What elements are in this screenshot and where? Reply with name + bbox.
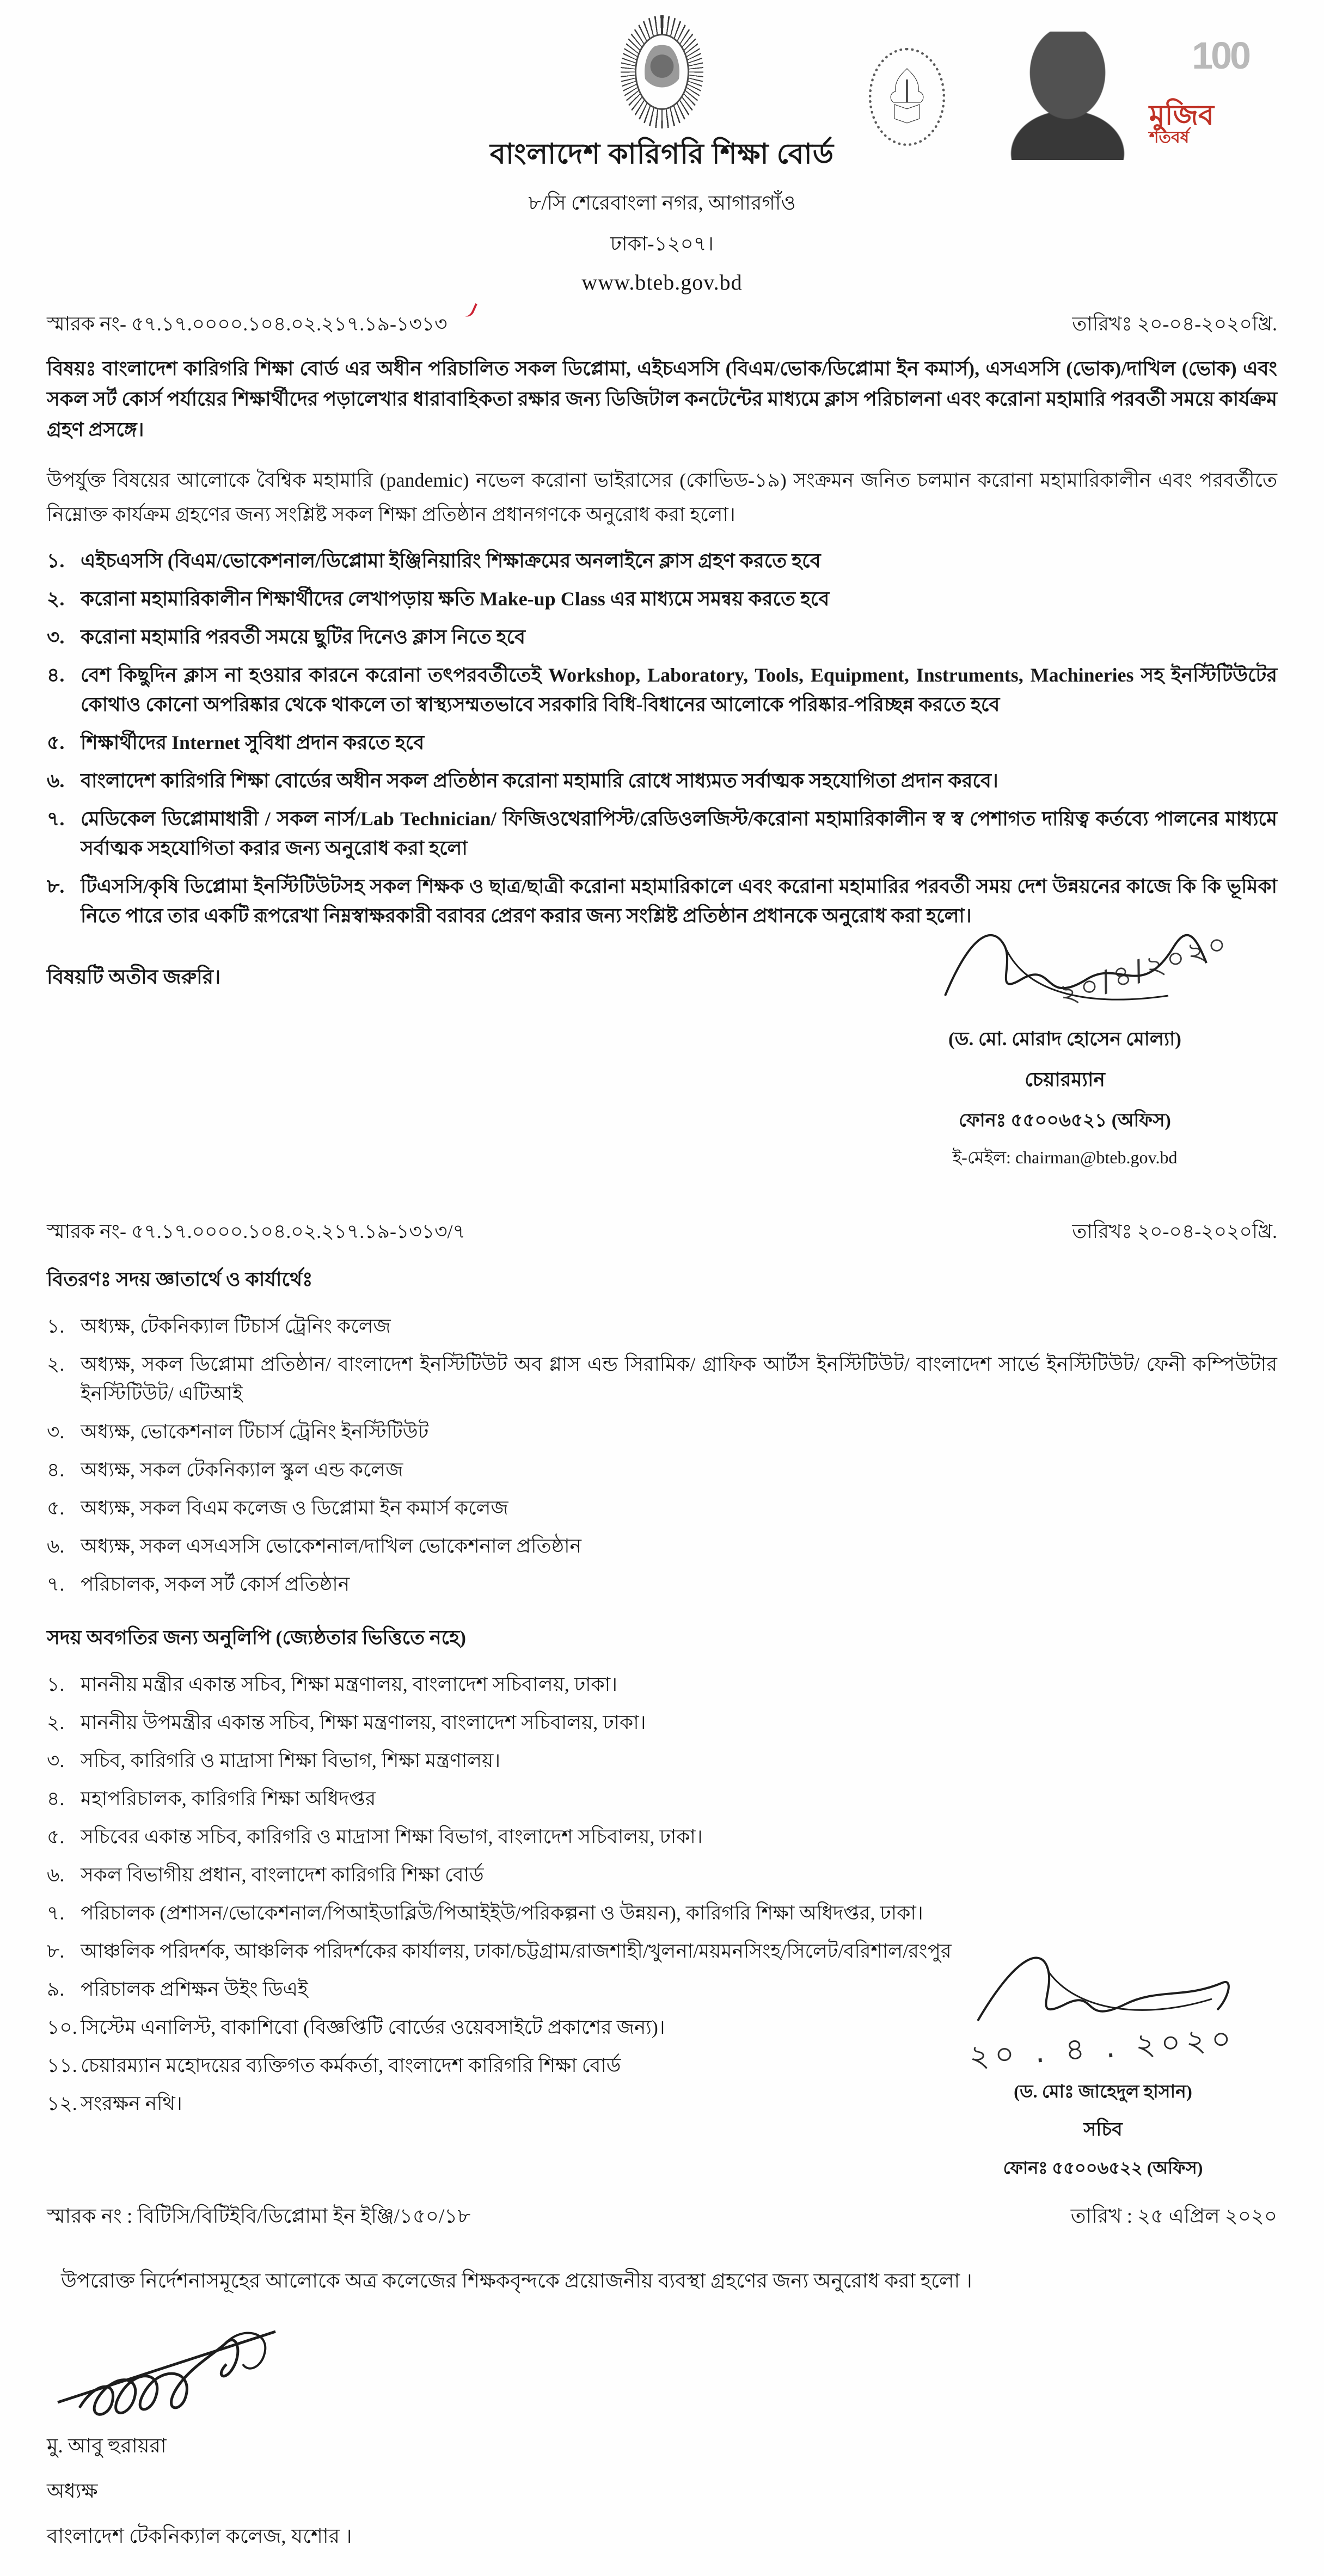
list-item-text: সিস্টেম এনালিস্ট, বাকাশিবো (বিজ্ঞপ্তিটি বোর্ডের ওয়েবসাইটে প্রকাশের জন্য)। — [81, 2016, 665, 2039]
list-item-text: সচিবের একান্ত সচিব, কারিগরি ও মাদ্রাসা শিক্ষা বিভাগ, বাংলাদেশ সচিবালয়, ঢাকা। — [81, 1826, 703, 1848]
list-item — [47, 1455, 1277, 1485]
list-item-number: ১২. — [47, 2093, 77, 2115]
list-item-number: ২. — [47, 1353, 65, 1376]
org-address-line2: ঢাকা-১২০৭। — [610, 233, 714, 255]
principal-org: বাংলাদেশ টেকনিক্যাল কলেজ, যশোর । — [47, 2525, 352, 2548]
red-pen-mark — [458, 298, 477, 319]
memo-date-1: তারিখঃ ২০-০৪-২০২০খ্রি. — [1072, 313, 1277, 335]
list-item-number: ৩. — [47, 1750, 65, 1772]
list-item-number: ৬. — [47, 1864, 65, 1886]
list-item-text: মেডিকেল ডিপ্লোমাধারী / সকল নার্স/Lab Technician/ ফিজিওথেরাপিস্ট/রেডিওলজিস্ট/করোনা মহামারিকালীন স্ব স্ব পেশাগত দায়িত্ব কর্তব্যে পালনের মাধ্যমে সর্বাত্মক সহযোগিতা করার জন্য অনুরোধ করা হলো — [81, 808, 1277, 860]
list-item-number: ৫. — [47, 1826, 65, 1848]
list-item-text: এইচএসসি (বিএম/ভোকেশনাল/ডিপ্লোমা ইঞ্জিনিয়ারিং শিক্ষাক্রমের অনলাইনে ক্লাস গ্রহণ করতে হবে — [81, 550, 821, 572]
chairman-email: ই-মেইল: chairman@bteb.gov.bd — [952, 1148, 1178, 1168]
list-item-number: ২. — [47, 588, 65, 610]
list-item — [47, 1784, 1277, 1813]
list-item-number: ১০. — [47, 2016, 77, 2039]
list-item-text: টিএসসি/কৃষি ডিপ্লোমা ইনস্টিটিউটসহ সকল শিক্ষক ও ছাত্র/ছাত্রী করোনা মহামারিকালে এবং করোনা মহামারির পরবর্তী সময় দেশ উন্নয়নের কাজে কি কি ভূমিকা নিতে পারে তার একটি রূপরেখা নিম্নস্বাক্ষরকারী বরাবর প্রেরণ করার জন্য সংশ্লিষ্ট প্রতিষ্ঠান প্রধানকে অনুরোধ করা হলো। — [81, 875, 1277, 927]
list-item-text: পরিচালক, সকল সর্ট কোর্স প্রতিষ্ঠান — [81, 1573, 350, 1596]
list-item-text: করোনা মহামারি পরবর্তী সময়ে ছুটির দিনেও ক্লাস নিতে হবে — [81, 626, 525, 648]
secretary-signature-block — [934, 1934, 1272, 2184]
list-item-number: ১. — [47, 1673, 65, 1696]
memo-row-1 — [47, 309, 1277, 342]
list-item-text: সকল বিভাগীয় প্রধান, বাংলাদেশ কারিগরি শিক্ষা বোর্ড — [81, 1864, 484, 1886]
list-item-number: ১. — [47, 1315, 65, 1338]
mujib-logo-line2: শতবর্ষ — [1149, 128, 1190, 146]
list-item-text: অধ্যক্ষ, টেকনিক্যাল টিচার্স ট্রেনিং কলেজ — [81, 1315, 391, 1338]
chairman-signature-block — [874, 914, 1255, 1173]
list-item-number: ৩. — [47, 1421, 65, 1443]
secretary-handwritten-date: ২০ . ৪ . ২০২০ — [968, 2021, 1238, 2075]
list-item-text: সংরক্ষন নথি। — [81, 2093, 182, 2115]
instruction-list — [47, 546, 1277, 930]
memo-date-3: তারিখ : ২৫ এপ্রিল ২০২০ — [1070, 2205, 1277, 2228]
principal-title: অধ্যক্ষ — [47, 2480, 98, 2503]
list-item — [47, 1708, 1277, 1737]
mujib-portrait-icon — [1010, 32, 1125, 160]
list-item-number: ৯. — [47, 1978, 65, 2001]
list-item — [47, 546, 1277, 575]
list-item — [47, 1531, 1277, 1561]
letterhead — [47, 15, 1277, 295]
list-item-number: ৪. — [47, 664, 65, 686]
list-item-number: ৫. — [47, 1497, 65, 1519]
principal-signature-block — [47, 2321, 1277, 2554]
list-item-text: পরিচালক (প্রশাসন/ভোকেশনাল/পিআইডাব্লিউ/পিআইইউ/পরিকল্পনা ও উন্নয়ন), কারিগরি শিক্ষা অধিদপ্তর, ঢাকা। — [81, 1902, 923, 1924]
list-item-number: ৭. — [47, 808, 65, 830]
list-item — [47, 1860, 1277, 1890]
memo-number-1: স্মারক নং- ৫৭.১৭.০০০০.১০৪.০২.২১৭.১৯-১৩১৩ — [47, 313, 448, 335]
list-item-text: চেয়ারম্যান মহোদয়ের ব্যক্তিগত কর্মকর্তা, বাংলাদেশ কারিগরি শিক্ষা বোর্ড — [81, 2054, 621, 2077]
list-item-text: বাংলাদেশ কারিগরি শিক্ষা বোর্ডের অধীন সকল প্রতিষ্ঠান করোনা মহামারি রোধে সাধ্যমত সর্বাত্মক সহযোগিতা প্রদান করবে। — [81, 770, 998, 792]
header-logos — [869, 32, 1249, 162]
principal-name: মু. আবু হুরায়রা — [47, 2435, 167, 2458]
list-item-number: ৭. — [47, 1902, 65, 1924]
list-item-number: ৭. — [47, 1573, 65, 1596]
list-item — [47, 1569, 1277, 1599]
list-item — [47, 1311, 1277, 1341]
list-item-number: ১. — [47, 550, 65, 572]
college-emblem-icon — [869, 48, 945, 146]
list-item-text: অধ্যক্ষ, সকল টেকনিক্যাল স্কুল এন্ড কলেজ — [81, 1459, 403, 1481]
list-item — [47, 1350, 1277, 1408]
secretary-phone: ফোনঃ ৫৫০০৬৫২২ (অফিস) — [1003, 2158, 1203, 2178]
memo-row-3 — [47, 2200, 1277, 2234]
distribution-heading: বিতরণঃ সদয় জ্ঞাতার্থে ও কার্যার্থেঃ — [47, 1268, 313, 1291]
memo-number-3: স্মারক নং : বিটিসি/বিটিইবি/ডিপ্লোমা ইন ইঞ্জি/১৫০/১৮ — [47, 2205, 471, 2228]
org-address-line1: ৮/সি শেরেবাংলা নগর, আগারগাঁও — [528, 192, 796, 214]
list-item-text: মাননীয় উপমন্ত্রীর একান্ত সচিব, শিক্ষা মন্ত্রণালয়, বাংলাদেশ সচিবালয়, ঢাকা। — [81, 1712, 646, 1734]
org-name: বাংলাদেশ কারিগরি শিক্ষা বোর্ড — [490, 139, 834, 170]
list-item — [47, 1822, 1277, 1851]
memo-date-2: তারিখঃ ২০-০৪-২০২০খ্রি. — [1072, 1220, 1277, 1243]
chairman-title: চেয়ারম্যান — [1025, 1069, 1105, 1091]
list-item-text: অধ্যক্ষ, সকল ডিপ্লোমা প্রতিষ্ঠান/ বাংলাদেশ ইনস্টিটিউট অব গ্লাস এন্ড সিরামিক/ গ্রাফিক আর্টস ইনস্টিটিউট/ বাংলাদেশ সার্ভে ইনস্টিটিউট/ ফেনী কম্পিউটার ইনস্টিটিউট/ এটিআই — [81, 1353, 1277, 1405]
list-item-text: অধ্যক্ষ, সকল এসএসসি ভোকেশনাল/দাখিল ভোকেশনাল প্রতিষ্ঠান — [81, 1535, 581, 1557]
list-item-text: সচিব, কারিগরি ও মাদ্রাসা শিক্ষা বিভাগ, শিক্ষা মন্ত্রণালয়। — [81, 1750, 501, 1772]
list-item-number: ৮. — [47, 1940, 65, 1962]
list-item — [47, 1746, 1277, 1775]
principal-signature — [47, 2321, 352, 2424]
list-item-text: পরিচালক প্রশিক্ষন উইং ডিএই — [81, 1978, 308, 2001]
seal-core-emblem — [645, 44, 679, 100]
list-item-number: ৮. — [47, 875, 65, 898]
tree-book-icon — [882, 64, 931, 130]
list-item-number: ৫. — [47, 732, 65, 754]
distribution-list — [47, 1311, 1277, 1599]
list-item-text: অধ্যক্ষ, ভোকেশনাল টিচার্স ট্রেনিং ইনস্টিটিউট — [81, 1421, 429, 1443]
chairman-phone: ফোনঃ ৫৫০০৬৫২১ (অফিস) — [959, 1111, 1171, 1131]
list-item — [47, 728, 1277, 757]
closing-paragraph: উপরোক্ত নির্দেশনাসমূহের আলোকে অত্র কলেজের শিক্ষকবৃন্দকে প্রয়োজনীয় ব্যবস্থা গ্রহণের জন্য অনুরোধ করা হলো । — [61, 2270, 972, 2293]
list-item — [47, 584, 1277, 614]
list-item — [47, 622, 1277, 652]
list-item — [47, 1417, 1277, 1446]
org-website: www.bteb.gov.bd — [581, 270, 743, 295]
copies-section — [47, 1623, 1277, 2178]
subject-line: বিষয়ঃ বাংলাদেশ কারিগরি শিক্ষা বোর্ড এর অধীন পরিচালিত সকল ডিপ্লোমা, এইচএসসি (বিএম/ভোক/ডিপ্লোমা ইন কমার্স), এসএসসি (ভোক)/দাখিল (ভোক) এবং সকল সর্ট কোর্স পর্যায়ের শিক্ষার্থীদের পড়ালেখার ধারাবাহিকতা রক্ষার জন্য ডিজিটাল কনটেন্টের মাধ্যমে ক্লাস পরিচালনা এবং করোনা মহামারি পরবর্তী সময়ে কার্যক্রম গ্রহণ প্রসঙ্গে। — [47, 358, 1277, 440]
chairman-name: (ড. মো. মোরাদ হোসেন মোল্যা) — [948, 1028, 1181, 1050]
list-item-number: ২. — [47, 1712, 65, 1734]
chairman-signature-zone — [47, 926, 1277, 1203]
list-item-number: ৩. — [47, 626, 65, 648]
memo-number-2: স্মারক নং- ৫৭.১৭.০০০০.১০৪.০২.২১৭.১৯-১৩১৩/৭ — [47, 1220, 465, 1243]
list-item-number: ১১. — [47, 2054, 77, 2077]
list-item — [47, 660, 1277, 719]
list-item-text: মহাপরিচালক, কারিগরি শিক্ষা অধিদপ্তর — [81, 1788, 376, 1810]
chairman-handwritten-date: ২০/৪/২০২০ — [1055, 926, 1234, 1013]
list-item-text: অধ্যক্ষ, সকল বিএম কলেজ ও ডিপ্লোমা ইন কমার্স কলেজ — [81, 1497, 508, 1519]
list-item-text: মাননীয় মন্ত্রীর একান্ত সচিব, শিক্ষা মন্ত্রণালয়, বাংলাদেশ সচিবালয়, ঢাকা। — [81, 1673, 618, 1696]
urgent-note: বিষয়টি অতীব জরুরি। — [47, 966, 221, 989]
bteb-seal-icon — [621, 15, 703, 128]
copies-heading: সদয় অবগতির জন্য অনুলিপি (জ্যেষ্ঠতার ভিত্তিতে নহে) — [47, 1627, 466, 1649]
list-item-text: আঞ্চলিক পরিদর্শক, আঞ্চলিক পরিদর্শকের কার্যালয়, ঢাকা/চট্টগ্রাম/রাজশাহী/খুলনা/ময়মনসিংহ/সিলেট/বরিশাল/রংপুর — [81, 1940, 952, 1962]
list-item — [47, 804, 1277, 863]
secretary-title: সচিব — [1083, 2119, 1123, 2140]
list-item — [47, 766, 1277, 795]
mujib-logo-line1: মুজিব — [1149, 100, 1214, 131]
list-item-text: করোনা মহামারিকালীন শিক্ষার্থীদের লেখাপড়ায় ক্ষতি Make-up Class এর মাধ্যমে সমন্বয় করতে হবে — [81, 588, 830, 610]
list-item — [47, 1493, 1277, 1523]
secretary-name: (ড. মোঃ জাহেদুল হাসান) — [1014, 2082, 1192, 2102]
mujib-100-number: 100 — [1192, 34, 1249, 77]
memo-row-2 — [47, 1217, 1277, 1249]
list-item-number: ৬. — [47, 770, 65, 792]
list-item-number: ৪. — [47, 1459, 65, 1481]
mujib-logo-text — [1149, 101, 1214, 146]
opening-paragraph: উপর্যুক্ত বিষয়ের আলোকে বৈশ্বিক মহামারি (pandemic) নভেল করোনা ভাইরাসের (কোভিড-১৯) সংক্রমন জনিত চলমান করোনা মহামারিকালীন এবং পরবর্তীতে নিম্নোক্ত কার্যক্রম গ্রহণের জন্য সংশ্লিষ্ট সকল শিক্ষা প্রতিষ্ঠান প্রধানগণকে অনুরোধ করা হলো। — [47, 469, 1277, 526]
list-item-text: বেশ কিছুদিন ক্লাস না হওয়ার কারনে করোনা তৎপরবর্তীতেই Workshop, Laboratory, Tools, Equipment, Instruments, Machineries সহ ইনস্টিটিউটের কোথাও কোনো অপরিষ্কার থেকে থাকলে তা স্বাস্থ্যসম্মতভাবে সরকারি বিধি-বিধানের আলোকে পরিষ্কার-পরিচ্ছন্ন করতে হবে — [81, 664, 1277, 716]
list-item — [47, 1898, 1277, 1928]
list-item-text: শিক্ষার্থীদের Internet সুবিধা প্রদান করতে হবে — [81, 732, 425, 754]
list-item-number: ৪. — [47, 1788, 65, 1810]
mujib-borsho-logo — [989, 32, 1249, 160]
list-item — [47, 1670, 1277, 1699]
list-item-number: ৬. — [47, 1535, 65, 1557]
